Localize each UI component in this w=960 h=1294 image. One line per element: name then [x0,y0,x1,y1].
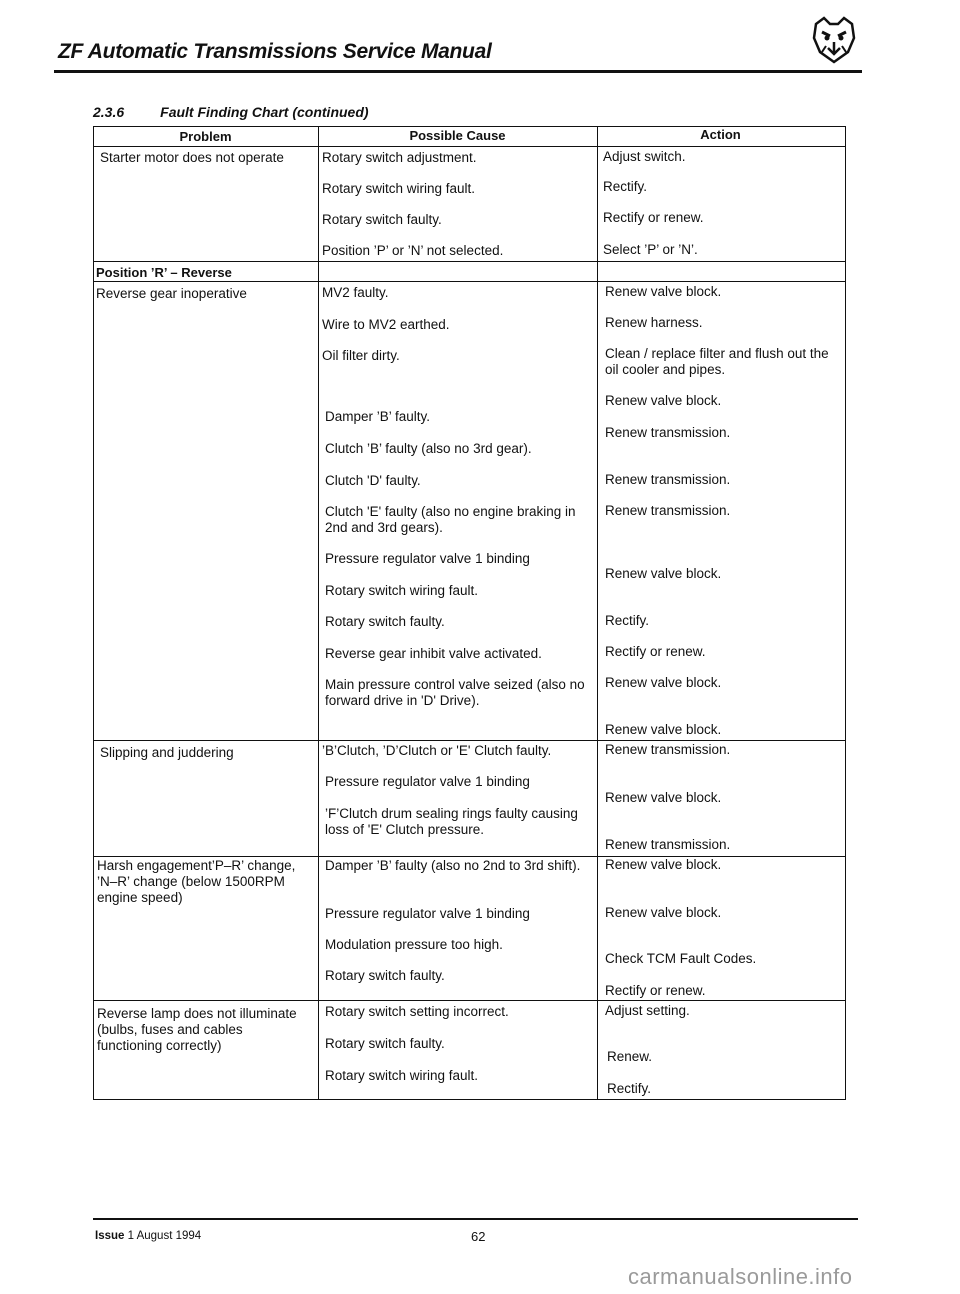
column-divider-1 [318,126,319,1099]
action-reverse-3: Clean / replace filter and flush out the oil cooler and pipes. [605,346,829,377]
problem-harsh-engagement: Harsh engagement’P–R’ change, ’N–R’ change (below 1500RPM engine speed) [97,858,296,905]
cause-reverse-11: Reverse gear inhibit valve activated. [325,646,542,661]
action-reverse-5: Renew transmission. [605,425,731,440]
cause-lamp-3: Rotary switch wiring fault. [325,1068,479,1083]
section-title: Fault Finding Chart (continued) [160,104,369,120]
cause-starter-4: Position ’P’ or ’N’ not selected. [322,243,504,258]
action-harsh-2: Renew valve block. [605,905,722,920]
header-problem: Problem [179,129,232,144]
issue-date-value: 1 August 1994 [127,1230,202,1242]
manual-title: ZF Automatic Transmissions Service Manual [58,40,492,63]
action-reverse-2: Renew harness. [605,315,703,330]
cause-reverse-3: Oil filter dirty. [322,348,400,363]
cause-starter-1: Rotary switch adjustment. [322,150,477,165]
issue-label: Issue [95,1230,125,1242]
action-reverse-12: Renew valve block. [605,722,722,737]
cause-starter-3: Rotary switch faulty. [322,212,442,227]
action-starter-4: Select ’P’ or ’N’. [603,242,698,257]
column-divider-2 [597,126,598,1099]
header-rule [54,70,862,73]
action-reverse-6: Renew transmission. [605,472,731,487]
cause-slipping-1: ’B’Clutch, ’D’Clutch or 'E' Clutch faulty. [322,743,552,758]
action-slipping-3: Renew transmission. [605,837,731,852]
footer-rule [93,1218,858,1220]
action-reverse-10: Rectify or renew. [605,644,706,659]
action-harsh-3: Check TCM Fault Codes. [605,951,757,966]
cause-slipping-3: ’F’Clutch drum sealing rings faulty causing loss of 'E' Clutch pressure. [325,806,578,837]
problem-slipping: Slipping and juddering [100,745,234,760]
cause-reverse-10: Rotary switch faulty. [325,614,445,629]
cause-lamp-2: Rotary switch faulty. [325,1036,445,1051]
reverse-row-line [93,740,845,741]
section-number: 2.3.6 [93,104,125,120]
watermark-text: carmanualsonline.info [628,1264,853,1289]
position-r-subheading: Position ’R’ – Reverse [96,265,232,280]
cause-reverse-9: Rotary switch wiring fault. [325,583,479,598]
starter-row-line [93,261,845,262]
action-lamp-2: Renew. [607,1049,653,1064]
cause-harsh-1: Damper ’B’ faulty (also no 2nd to 3rd shift). [325,858,581,873]
action-starter-2: Rectify. [603,179,648,194]
cause-reverse-5: Clutch ’B’ faulty (also no 3rd gear). [325,441,532,456]
cause-harsh-4: Rotary switch faulty. [325,968,445,983]
cause-lamp-1: Rotary switch setting incorrect. [325,1004,509,1019]
action-reverse-8: Renew valve block. [605,566,722,581]
action-reverse-7: Renew transmission. [605,503,731,518]
cause-reverse-4: Damper ’B’ faulty. [325,409,431,424]
action-reverse-4: Renew valve block. [605,393,722,408]
action-slipping-2: Renew valve block. [605,790,722,805]
action-starter-1: Adjust switch. [603,149,686,164]
problem-starter: Starter motor does not operate [100,150,284,165]
action-harsh-4: Rectify or renew. [605,983,706,998]
cause-reverse-12: Main pressure control valve seized (also no forward drive in 'D' Drive). [325,677,585,708]
cause-harsh-3: Modulation pressure too high. [325,937,503,952]
page-number: 62 [471,1229,486,1244]
cause-reverse-1: MV2 faulty. [322,285,389,300]
problem-reverse-lamp: Reverse lamp does not illuminate (bulbs, fuses and cables functioning correctly) [97,1006,297,1053]
header-action: Action [700,127,741,142]
action-lamp-1: Adjust setting. [605,1003,690,1018]
problem-reverse-inoperative: Reverse gear inoperative [96,286,247,301]
jaguar-head-logo-icon [808,14,860,66]
cause-harsh-2: Pressure regulator valve 1 binding [325,906,530,921]
header-row-line [93,146,845,147]
action-reverse-1: Renew valve block. [605,284,722,299]
cause-slipping-2: Pressure regulator valve 1 binding [325,774,530,789]
action-lamp-3: Rectify. [607,1081,652,1096]
cause-reverse-2: Wire to MV2 earthed. [322,317,450,332]
action-slipping-1: Renew transmission. [605,742,731,757]
issue-date [95,1230,201,1242]
cause-starter-2: Rotary switch wiring fault. [322,181,476,196]
cause-reverse-6: Clutch 'D' faulty. [325,473,421,488]
cause-reverse-8: Pressure regulator valve 1 binding [325,551,530,566]
harsh-row-line [93,1000,845,1001]
section-heading [93,104,369,120]
cause-reverse-7: Clutch 'E' faulty (also no engine braking in 2nd and 3rd gears). [325,504,576,535]
action-reverse-9: Rectify. [605,613,650,628]
action-starter-3: Rectify or renew. [603,210,704,225]
header-possible-cause: Possible Cause [409,128,506,143]
action-reverse-11: Renew valve block. [605,675,722,690]
subheading-row-line [93,281,845,282]
action-harsh-1: Renew valve block. [605,857,722,872]
